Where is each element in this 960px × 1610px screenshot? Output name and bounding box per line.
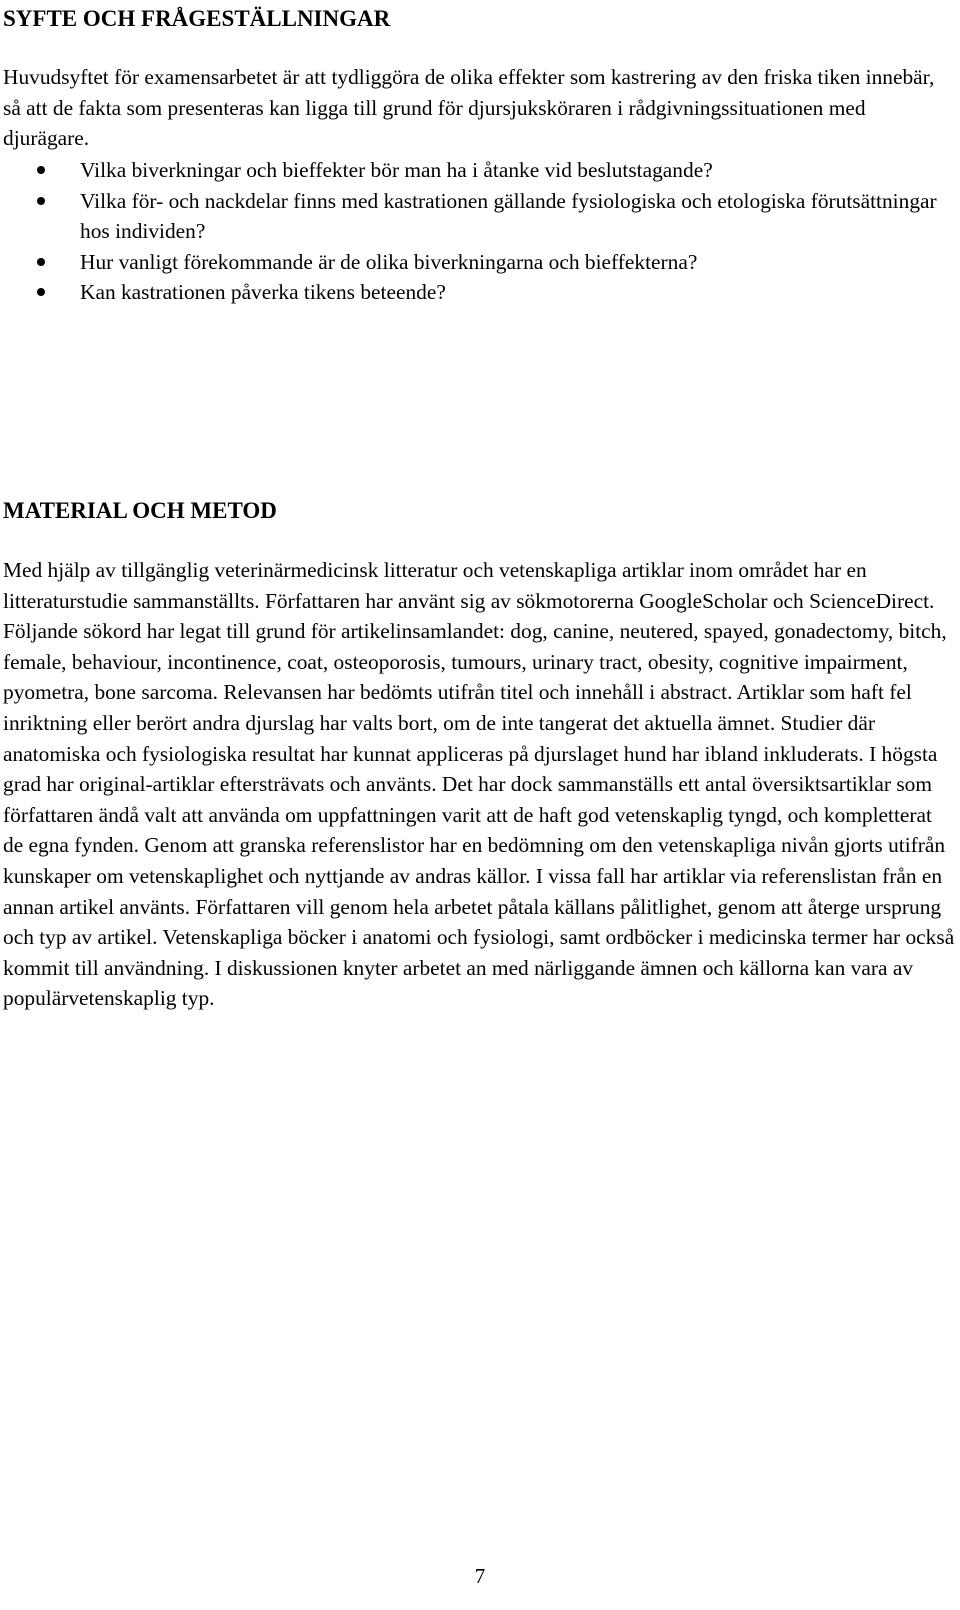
bullet-icon bbox=[37, 258, 45, 266]
question-list bbox=[0, 155, 940, 308]
bullet-icon bbox=[37, 288, 45, 296]
list-item bbox=[0, 186, 940, 247]
list-item-text: Vilka för- och nackdelar finns med kastrationen gällande fysiologiska och etologiska förutsättningar hos individen? bbox=[80, 188, 937, 244]
section-heading-syfte: SYFTE OCH FRÅGESTÄLLNINGAR bbox=[3, 6, 391, 31]
list-item bbox=[0, 247, 940, 278]
list-item-text: Hur vanligt förekommande är de olika biverkningarna och bieffekterna? bbox=[80, 249, 698, 274]
bullet-icon bbox=[37, 166, 45, 174]
bullet-icon bbox=[37, 197, 45, 205]
list-item-text: Kan kastrationen påverka tikens beteende? bbox=[80, 280, 446, 305]
list-item bbox=[0, 155, 940, 186]
method-paragraph: Med hjälp av tillgänglig veterinärmedicinsk litteratur och vetenskapliga artiklar inom området har en litteraturstudie sammanställts. Författaren har använt sig av sökmotorerna GoogleScholar och ScienceDirect. Följande sökord har legat till grund för artikelinsamlandet: dog, canine, neutered, spayed, gonadectomy, bitch, female, behaviour, incontinence, coat, osteoporosis, tumours, urinary tract, obesity, cognitive impairment, pyometra, bone sarcoma. Relevansen har bedömts utifrån titel och innehåll i abstract. Artiklar som haft fel inriktning eller berört andra djurslag har valts bort, om de inte tangerat det aktuella ämnet. Studier där anatomiska och fysiologiska resultat har kunnat appliceras på djurslaget hund har ibland inkluderats. I högsta grad har original-artiklar eftersträvats och använts. Det har dock sammanställs ett antal översiktsartiklar som författaren ändå valt att använda om uppfattningen varit att de haft god vetenskaplig tyngd, och kompletterat de egna fynden. Genom att granska referenslistor har en bedömning om den vetenskapliga nivån gjorts utifrån kunskaper om vetenskaplighet och nyttjande av andras källor. I vissa fall har artiklar via referenslistan från en annan artikel använts. Författaren vill genom hela arbetet påtala källans pålitlighet, genom att återge ursprung och typ av artikel. Vetenskapliga böcker i anatomi och fysiologi, samt ordböcker i medicinska termer har också kommit till användning. I diskussionen knyter arbetet an med närliggande ämnen och källorna kan vara av populärvetenskaplig typ. bbox=[3, 558, 955, 1011]
section-heading-material: MATERIAL OCH METOD bbox=[3, 498, 277, 523]
intro-paragraph: Huvudsyftet för examensarbetet är att tydliggöra de olika effekter som kastrering av den friska tiken innebär, så att de fakta som presenteras kan ligga till grund för djursjuksköraren i rådgivningssituationen med djurägare. bbox=[3, 65, 935, 151]
list-item-text: Vilka biverkningar och bieffekter bör man ha i åtanke vid beslutstagande? bbox=[80, 158, 713, 182]
list-item bbox=[0, 277, 940, 308]
page-number: 7 bbox=[474, 1564, 486, 1588]
